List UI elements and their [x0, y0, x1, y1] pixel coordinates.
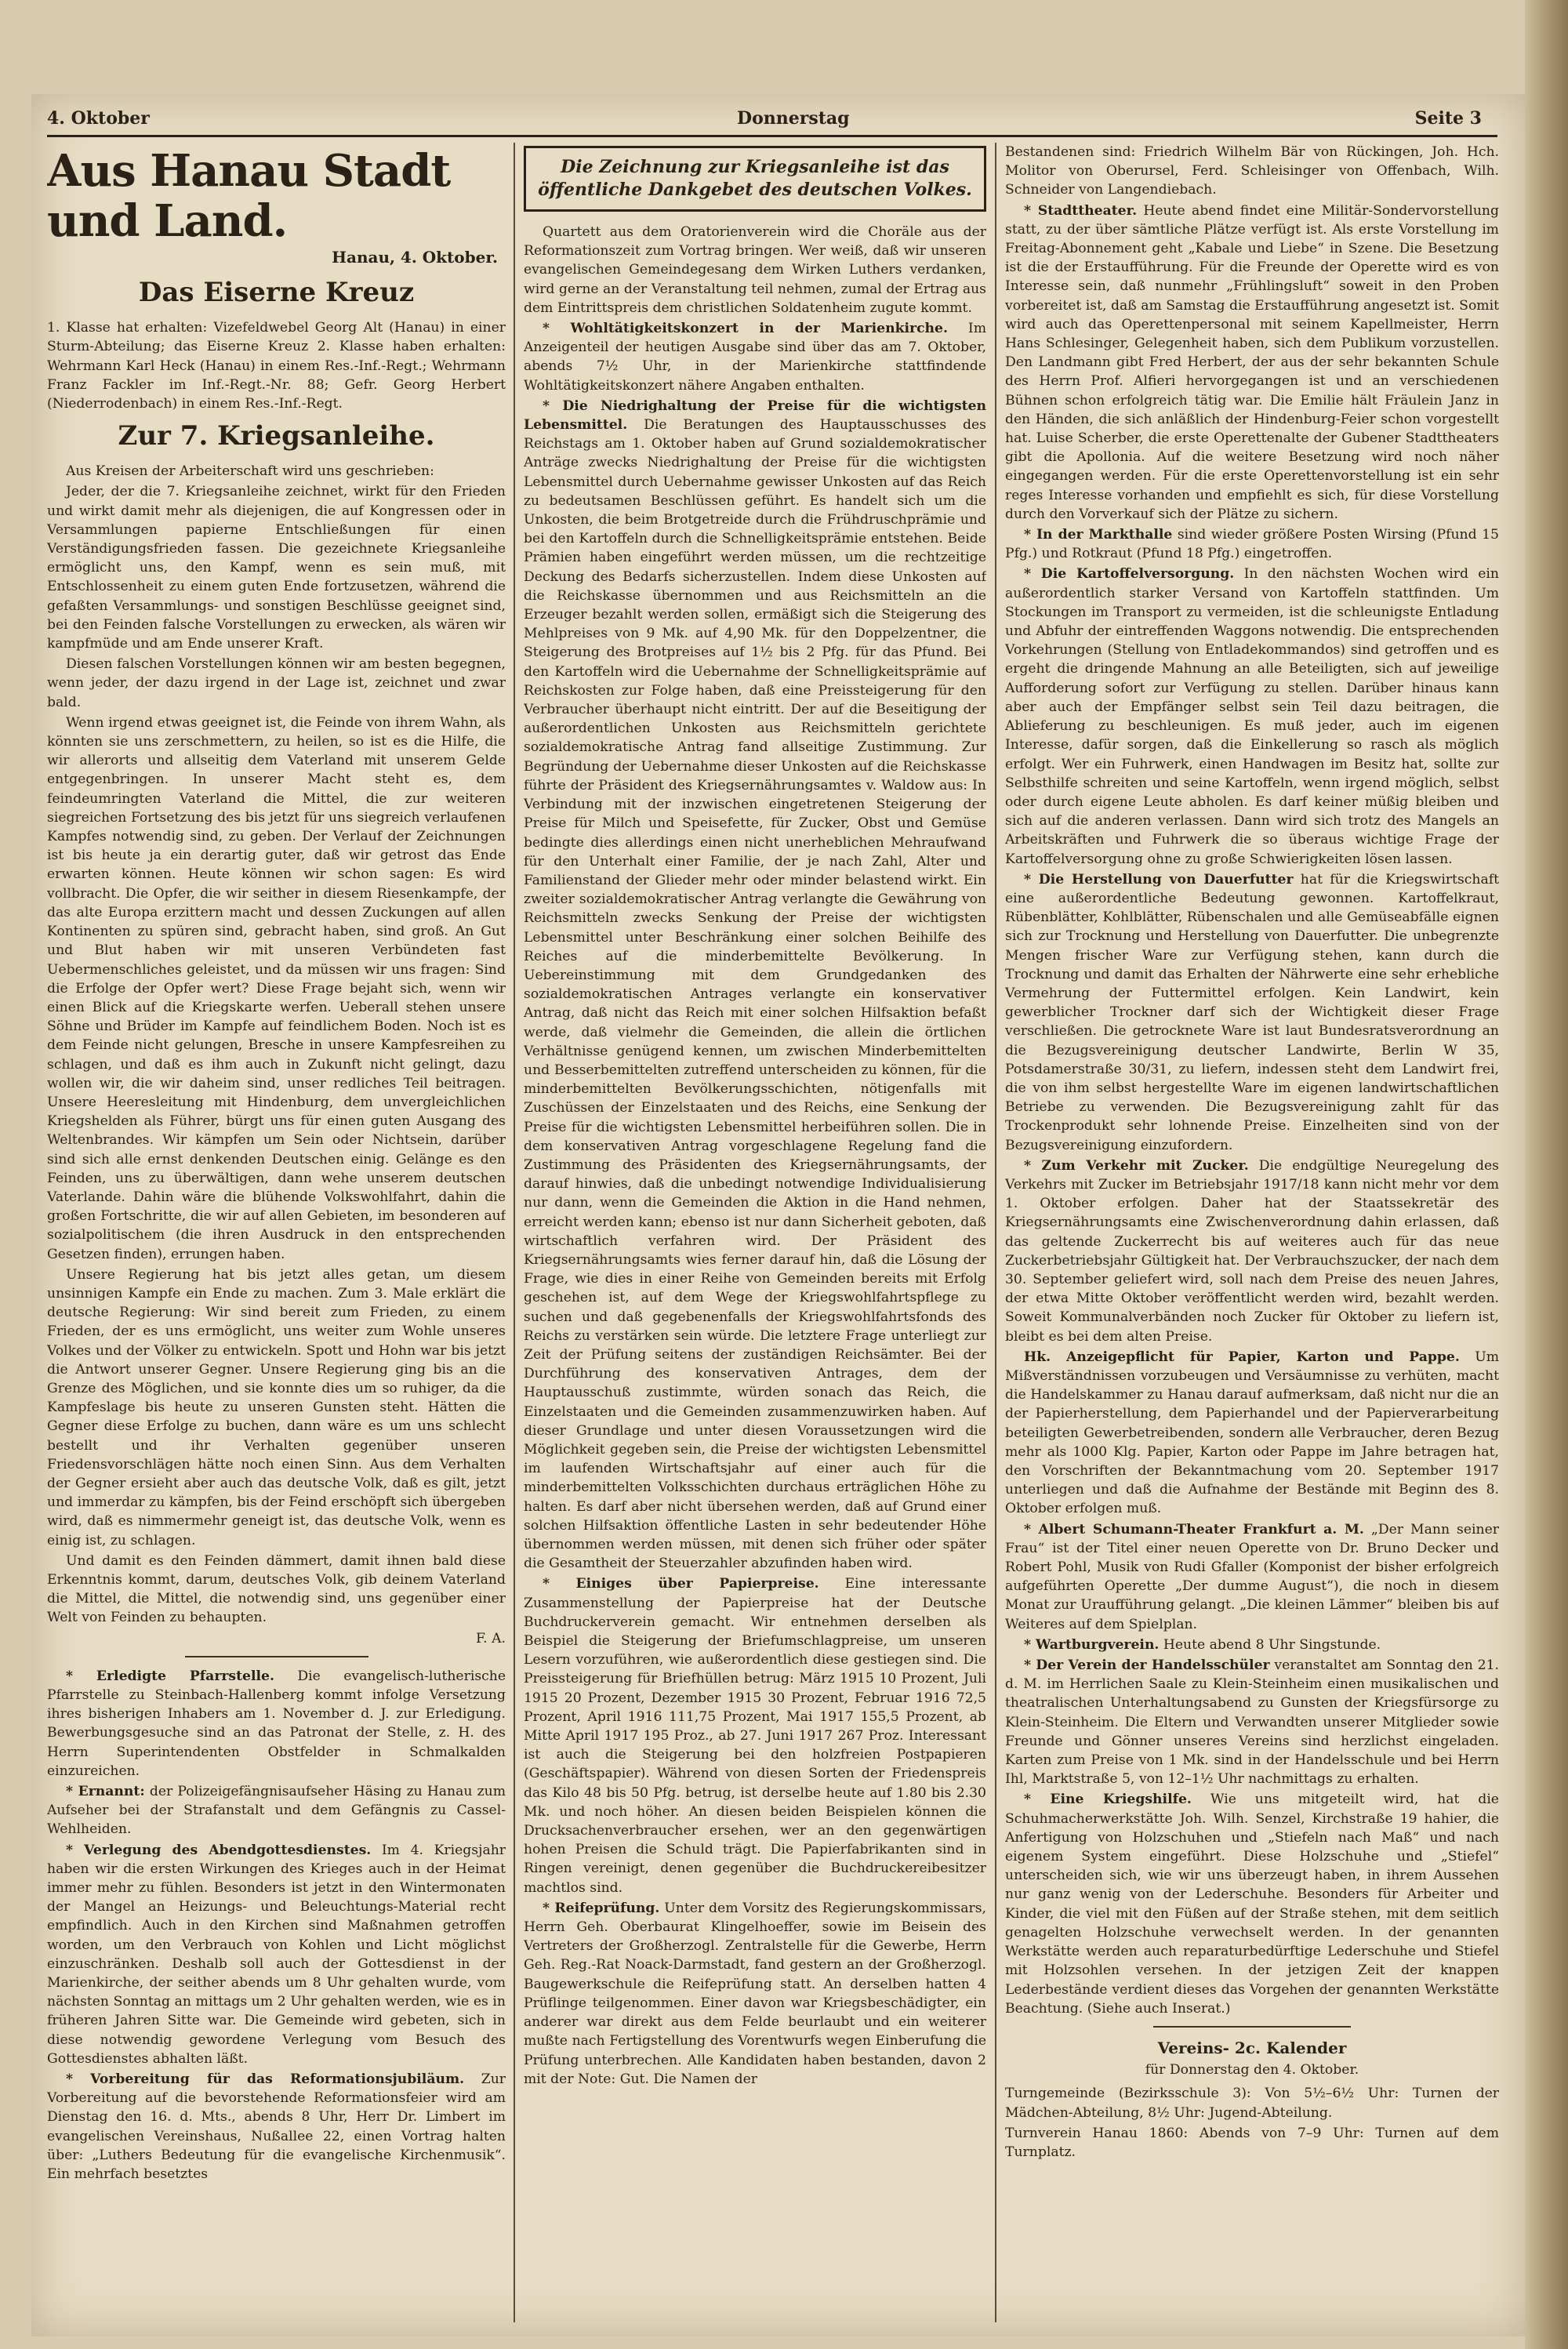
article-paragraph: Und damit es den Feinden dämmert, damit ihnen bald diese Erkenntnis kommt, darum, deutsches Volk, gib deinem Vaterland die Mittel, die Mittel, die notwendig sind, uns gegenüber einer Welt von Feinden zu behaupten. [47, 1552, 506, 1626]
news-item-text: Wie uns mitgeteilt wird, hat die Schuhmacherwerkstätte Joh. Wilh. Senzel, Kirchstraße 19 hahier, die Anfertigung von Holzschuhen und „Stiefeln nach Maß“ und nach eigenem System eingeführt. Diese Holzschuhe und „Stiefel“ unterscheiden sich, wie wir uns überzeugt haben, in ihrem Aussehen nur ganz wenig von der Lederschuhe. Besonders für Arbeiter und Kinder, die viel mit den Füßen auf der Straße stehen, mit dem seitlich genagelten Holzschuhe verwechselt werden. In der genannten Werkstätte werden auch reparaturbedürftige Lederschuhe und Stiefel mit Holzsohlen versehen. In der jetzigen Zeit der knappen Lederbestände verdient dieses das Vorgehen der genannten Werkstätte Beachtung. (Siehe auch Inserat.) [1005, 1792, 1499, 2017]
news-item-title: * In der Markthalle [1024, 527, 1173, 543]
news-item-text: Heute abend findet eine Militär-Sondervorstellung statt, zu der über sämtliche Plätze verfügt ist. Als erste Vorstellung im Freitag-Abonnement geht „Kabale und Liebe“ in Szene. Die Besetzung ist die der Erstaufführung. Für die Freunde der Operette wird es von Interesse sein, daß nunmehr „Frühlingsluft“ soweit in den Proben vorbereitet ist, daß am Samstag die Erstaufführung angesetzt ist. Somit wird auch das Operettenpersonal mit seinem Kapellmeister, Herrn Hans Schlesinger, Gelegenheit haben, sich dem Publikum vorzustellen. Den Landmann gibt Fred Herbert, der aus der sehr bekannten Schule des Herrn Prof. Alfieri hervorgegangen ist und an verschiedenen Bühnen schon erfolgreich tätig war. Die Emilie hält Fräulein Janz in den Händen, die sich anläßlich der Hindenburg-Feier schon vorgestellt hat. Luise Scherber, die erste Operettenalte der Gubener Stadttheaters gibt die Apollonia. Auf die weitere Besetzung wird noch näher eingegangen werden. Für die erste Operettenvorstellung ist ein sehr reges Interesse vorhanden und empfiehlt es sich, für diese Vorstellung durch den Vorverkauf sich der Plätze zu sichern. [1005, 202, 1499, 522]
news-item-text: Eine interessante Zusammenstellung der Papierpreise hat der Deutsche Buchdruckerverein gemacht. Wir entnehmen derselben als Beispiel die Steigerung der Briefumschlagpreise, um unseren Lesern vorzuführen, wie außerordentlich diese gestiegen sind. Die Preissteigerung für Briefhüllen betrug: März 1915 10 Prozent, Juli 1915 20 Prozent, Dezember 1915 30 Prozent, Februar 1916 72,5 Prozent, April 1916 111,75 Prozent, Mai 1917 155,5 Prozent, ab Mitte April 1917 195 Proz., ab 27. Juni 1917 267 Proz. Interessant ist auch die Steigerung bei den holzfreien Postpapieren (Geschäftspapier). Während von diesen Sorten der Friedenspreis das Kilo 48 bis 50 Pfg. betrug, ist derselbe heute auf 1.80 bis 2.30 Mk. und noch höher. An diesen beiden Beispielen können die Drucksachenverbraucher ersehen, wer an den gegenwärtigen hohen Preisen die Schuld trägt. Die Papierfabrikanten sind in Ringen vereinigt, denen gegenüber die Buchdruckereibesitzer machtlos sind. [524, 1576, 986, 1896]
news-item [524, 1899, 986, 2089]
news-item [1005, 870, 1499, 1155]
news-item [47, 1782, 506, 1839]
column-3 [1005, 143, 1499, 2322]
news-item-text: Zur Vorbereitung auf die bevorstehende Reformationsfeier wird am Dienstag den 16. d. Mts., abends 8 Uhr, Herr Dr. Limbert im evangelischen Vereinshaus, Nußallee 22, einen Vortrag halten über: „Luthers Bedeutung für die evangelische Kirchenmusik“. Ein mehrfach besetztes [47, 2071, 506, 2183]
news-item-text: Die endgültige Neuregelung des Verkehrs mit Zucker im Betriebsjahr 1917/18 kann nicht mehr vor dem 1. Oktober erfolgen. Daher hat der Staatssekretär des Kriegsernährungsamts eine Zwischenverordnung dahin erlassen, daß das geltende Zuckerrecht bis auf weiteres auch für das neue Zuckerbetriebsjahr Gültigkeit hat. Der Verbrauchszucker, der nach dem 30. September geliefert wird, soll nach dem Preise des neuen Jahres, der etwa Mitte Oktober veröffentlicht werden wird, bezahlt werden. Soweit Kommunalverbänden noch Zucker für Oktober zu liefern ist, bleibt es bei dem alten Preise. [1005, 1157, 1499, 1345]
news-item-text: Im Anzeigenteil der heutigen Ausgabe sind über das am 7. Oktober, abends 7½ Uhr, in der Marienkirche stattfindende Wohltätigkeitskonzert nähere Angaben enthalten. [524, 321, 986, 394]
news-item-text: Die Beratungen des Hauptausschusses des Reichstags am 1. Oktober haben auf Grund sozialdemokratischer Anträge zwecks Niedrighaltung der Preise für die wichtigsten Lebensmittel durch Uebernahme gewisser Unkosten auf das Reich zu bedeutsamen Beschlüssen geführt. Es handelt sich um die Unkosten, die beim Brotgetreide durch die Frühdruschprämie und bei den Kartoffeln durch die Schnelligkeitsprämie entstehen. Beide Prämien haben eingeführt werden müssen, um die rechtzeitige Deckung des Bedarfs sicherzustellen. Indem diese Unkosten auf die Reichskasse übernommen und aus Reichsmitteln an die Erzeuger bezahlt werden sollen, ermäßigt sich die Steigerung des Mehlpreises von 9 Mk. auf 4,90 Mk. für den Doppelzentner, die Steigerung des Brotpreises auf 1½ bis 2 Pfg. für das Pfund. Bei den Kartoffeln wird die Uebernahme der Schnelligkeitsprämie auf Reichskosten zur Folge haben, daß eine Preissteigerung für den Verbraucher überhaupt nicht eintritt. Der auf die Beseitigung der außerordentlichen Unkosten aus Reichsmitteln gerichtete sozialdemokratische Antrag fand allseitige Zustimmung. Zur Begründung der Uebernahme dieser Unkosten auf die Reichskasse führte der Präsident des Kriegsernährungsamtes v. Waldow aus: In Verbindung mit der inzwischen eingetretenen Steigerung der Preise für Milch und Speisefette, für Zucker, Obst und Gemüse bedingte dies allerdings einen nicht unerheblichen Mehraufwand für den Unterhalt einer Familie, der je nach Zahl, Alter und Familienstand der Glieder mehr oder minder belastend wirkt. Ein zweiter sozialdemokratischer Antrag verlangte die Gewährung von Reichsmitteln zwecks Senkung der Preise der wichtigsten Lebensmittel unter Beschränkung einer solchen Beihilfe des Reiches auf die minderbemittelte Bevölkerung. In Uebereinstimmung mit dem Grundgedanken des sozialdemokratischen Antrages verlangte ein konservativer Antrag, daß nicht das Reich mit einer solchen Hilfsaktion befaßt werde, daß vielmehr die Gemeinden, die allein die örtlichen Verhältnisse genügend kennen, um zwischen Minderbemittelten und Besserbemittelten zutreffend unterscheiden zu können, für die minderbemittelten Bevölkerungsschichten, nötigenfalls mit Zuschüssen der Einzelstaaten und des Reichs, eine Senkung der Preise für die wichtigsten Lebensmittel herbeiführen sollen. Die in dem konservativen Antrag vorgeschlagene Regelung fand die Zustimmung des Präsidenten des Kriegsernährungsamts, der darauf hinwies, daß die unbedingt notwendige Individualisierung nur dann, wenn die Gemeinden die Aktion in die Hand nehmen, erreicht werden kann; ebenso ist nur dann Sicherheit geboten, daß wirtschaftlich verfahren wird. Der Präsident des Kriegsernährungsamts wies ferner darauf hin, daß die Lösung der Frage, wie dies in einer Reihe von Gemeinden bereits mit Erfolg geschehen ist, auf dem Wege der Kriegswohlfahrtspflege zu suchen und daß gegebenenfalls der Kriegswohlfahrtsfonds des Reichs zu verstärken sein würde. Die letztere Frage unterliegt zur Zeit der Prüfung seitens der zuständigen Reichsämter. Bei der Durchführung des konservativen Antrages, dem der Hauptausschuß zustimmte, würden sonach das Reich, die Einzelstaaten und die Gemeinden zusammenzuwirken haben. Auf dieser Grundlage und unter diesen Voraussetzungen wird die Möglichkeit gegeben sein, die Preise der wichtigsten Lebensmittel im laufenden Wirtschaftsjahr auf einer auch für die minderbemittelten Volksschichten durchaus erträglichen Höhe zu halten. Es darf aber nicht übersehen werden, daß auf Grund einer solchen Hilfsaktion öffentliche Lasten in sehr bedeutender Höhe übernommen werden müssen, mit denen sich früher oder später die Gesamtheit der Steuerzahler abzufinden haben wird. [524, 417, 986, 1572]
news-item-title: * Wohltätigkeitskonzert in der Marienkirche. [543, 321, 948, 337]
column-divider [995, 143, 996, 2322]
calendar-entry: Turngemeinde (Bezirksschule 3): Von 5½–6½ Uhr: Turnen der Mädchen-Abteilung, 8½ Uhr: Jugend-Abteilung. [1005, 2086, 1499, 2121]
news-item-text: Um Mißverständnissen vorzubeugen und Versäumnisse zu verhüten, macht die Handelskammer zu Hanau darauf aufmerksam, daß nicht nur die an der Papierherstellung, dem Papierhandel und der Papierverarbeitung beteiligten Gewerbetreibenden, sondern alle Verbraucher, deren Bezug mehr als 1000 Klg. Papier, Karton oder Pappe im Jahre betragen hat, den Vorschriften der Bekanntmachung vom 20. September 1917 unterliegen und daß die Aufnahme der Bestände mit Beginn des 8. Oktober erfolgen muß. [1005, 1349, 1499, 1517]
news-item-title: * Ernannt: [66, 1784, 145, 1800]
news-item-title: * Eine Kriegshilfe. [1024, 1792, 1192, 1808]
news-item [524, 1574, 986, 1897]
news-item [1005, 1348, 1499, 1519]
column-2 [524, 143, 986, 2322]
separator-rule [1153, 2026, 1351, 2028]
news-item [47, 1667, 506, 1781]
news-item [1005, 525, 1499, 563]
news-item [1005, 1636, 1499, 1654]
news-item-title: * Die Niedrighaltung der Preise für die wichtigsten Lebensmittel. [524, 398, 986, 434]
running-head [47, 108, 1497, 132]
news-item-title: * Einiges über Papierpreise. [543, 1576, 819, 1592]
dateline: Hanau, 4. Oktober. [332, 248, 498, 267]
news-item-title: * Erledigte Pfarrstelle. [66, 1668, 274, 1684]
news-item-text: In den nächsten Wochen wird ein außerordentlich starker Versand von Kartoffeln stattfinden. Um Stockungen im Transport zu vermeiden, ist die schleunigste Entladung und Abfuhr der eintreffenden Waggons notwendig. Die entsprechenden Vorkehrungen (Stellung von Entladekommandos) sind getroffen und es ergeht die dringende Mahnung an alle Beteiligten, sich auf jeweilige Aufforderung sofort zur Verfügung zu stellen. Darüber hinaus kann aber auch der Empfänger selbst sein Teil dazu beitragen, die Ablieferung zu beschleunigen. Es muß jeder, auch im eigenen Interesse, dafür sorgen, daß die Einkellerung so rasch als möglich erfolgt. Wer ein Fuhrwerk, einen Handwagen im Besitz hat, sollte zur Selbsthilfe schreiten und seine Kartoffeln, wenn irgend möglich, selbst oder durch eigene Leute abholen. Es darf keiner müßig bleiben und sich auf die anderen verlassen. Dann wird sich trotz des Mangels an Arbeitskräften und Fuhrwerk die so überaus wichtige Frage der Kartoffelversorgung ohne zu große Schwierigkeiten lösen lassen. [1005, 566, 1499, 867]
running-head-weekday: Donnerstag [737, 108, 850, 129]
running-head-date: 4. Oktober [47, 108, 150, 129]
article-title-kriegsanleihe: Zur 7. Kriegsanleihe. [118, 420, 435, 452]
news-item [47, 2070, 506, 2184]
news-item-text: sind wieder größere Posten Wirsing (Pfund 15 Pfg.) und Rotkraut (Pfund 18 Pfg.) eingetroffen. [1005, 527, 1499, 562]
news-item-title: * Wartburgverein. [1024, 1636, 1160, 1653]
article-paragraph: Jeder, der die 7. Kriegsanleihe zeichnet, wirkt für den Frieden und wirkt damit mehr als diejenigen, die auf Kongressen oder in Versammlungen papierne Entschließungen für einen Verständigungsfrieden fassen. Die gezeichnete Kriegsanleihe ermöglicht uns, den Kampf, wenn es sein muß, mit Entschlossenheit zu einem guten Ende fortzusetzen, während die gefaßten Versammlungs- und sonstigen Beschlüsse geeignet sind, bei den Feinden falsche Vorstellungen zu erwecken, als wären wir kampfmüde und am Ende unserer Kraft. [47, 484, 506, 652]
article-title-eisernes-kreuz: Das Eiserne Kreuz [138, 277, 415, 309]
article-paragraph: Diesen falschen Vorstellungen können wir am besten begegnen, wenn jeder, der dazu irgend in der Lage ist, zeichnet und zwar bald. [47, 656, 506, 710]
news-item [1005, 1790, 1499, 2017]
news-item-text: hat für die Kriegswirtschaft eine außerordentliche Bedeutung gewonnen. Kartoffelkraut, Rübenblätter, Kohlblätter, Rübenschalen und alle Gemüseabfälle eignen sich zur Trocknung und Herstellung von Dauerfutter. Die unbegrenzte Mengen frischer Ware zur Verfügung stehen, kann durch die Trocknung und damit das Erhalten der Nährwerte eine sehr erhebliche Vermehrung der Futtermittel erfolgen. Kein Landwirt, kein gewerblicher Trockner darf sich der Wichtigkeit dieser Frage verschließen. Die getrocknete Ware ist laut Bundesratsverordnung an die Bezugsvereinigung deutscher Landwirte, Berlin W 35, Potsdamerstraße 30/31, zu liefern, indessen steht dem Landwirt frei, die von ihm selbst hergestellte Ware im eigenen landwirtschaftlichen Betriebe zu verwenden. Die Bezugsvereinigung zahlt für das Trockenprodukt sehr lohnende Preise. Einzelheiten sind von der Bezugsvereinigung einzufordern. [1005, 871, 1499, 1153]
news-item-title: * Der Verein der Handelsschüler [1024, 1657, 1270, 1674]
running-head-page-number: Seite 3 [1414, 108, 1482, 129]
article-body-eisernes-kreuz: 1. Klasse hat erhalten: Vizefeldwebel Georg Alt (Hanau) in einer Sturm-Abteilung; das Eiserne Kreuz 2. Klasse haben erhalten: Wehrmann Karl Heck (Hanau) in einem Res.-Inf.-Regt.; Wehrmann Franz Fackler im Inf.-Regt.-Nr. 88; Gefr. Georg Herbert (Niederrodenbach) in einem Res.-Inf.-Regt. [47, 320, 506, 412]
news-item-continued: Bestandenen sind: Friedrich Wilhelm Bär von Rückingen, Joh. Hch. Molitor von Oberursel, Ferd. Schleisinger von Offenbach, Wilh. Schneider von Langendiebach. [1005, 144, 1499, 198]
news-item-title: * Reifeprüfung. [543, 1900, 660, 1916]
news-item-text: Die evangelisch-lutherische Pfarrstelle zu Steinbach-Hallenberg kommt infolge Versetzung ihres bisherigen Inhabers am 1. November d. J. zur Erledigung. Bewerbungsgesuche sind an das Patronat der Stelle, z. H. des Herrn Superintendenten Obstfelder in Schmalkalden einzureichen. [47, 1668, 506, 1779]
news-item [47, 1841, 506, 2068]
news-item-title: * Albert Schumann-Theater Frankfurt a. M. [1024, 1521, 1364, 1538]
page-binding-edge [1525, 0, 1568, 2349]
calendar-entry: Turnverein Hanau 1860: Abends von 7–9 Uhr: Turnen auf dem Turnplatz. [1005, 2125, 1499, 2160]
news-item-title: * Stadttheater. [1024, 202, 1138, 219]
header-rule [47, 135, 1497, 137]
news-item [1005, 201, 1499, 524]
separator-rule [185, 1656, 368, 1657]
news-item-title: * Die Kartoffelversorgung. [1024, 566, 1235, 583]
news-item [524, 319, 986, 395]
news-item-text: der Polizeigefängnisaufseher Häsing zu Hanau zum Aufseher bei der Strafanstalt und dem Gefängnis zu Cassel-Wehlheiden. [47, 1784, 506, 1838]
news-item-text: Im 4. Kriegsjahr haben wir die ersten Wirkungen des Krieges auch in der Heimat immer mehr zu fühlen. Besonders ist jetzt in den Wintermonaten der Mangel an Heizungs- und Beleuchtungs-Material recht empfindlich. Auch in den Kirchen sind Maßnahmen getroffen worden, um den Verbrauch von Kohlen und Licht möglichst einzuschränken. Deshalb soll auch der Gottesdienst in der Marienkirche, der seither abends um 8 Uhr gehalten wurde, vom nächsten Sonntag an mittags um 2 Uhr gehalten werden, wie es in früheren Jahren Sitte war. Die Gemeinde wird gebeten, sich in diese notwendig gewordene Verlegung vom Besuch des Gottesdienstes abhalten läßt. [47, 1842, 506, 2067]
news-item-title: Hk. Anzeigepflicht für Papier, Karton und Pappe. [1024, 1349, 1460, 1365]
news-item [1005, 1656, 1499, 1788]
article-paragraph: Unsere Regierung hat bis jetzt alles getan, um diesem unsinnigen Kampfe ein Ende zu machen. Zum 3. Male erklärt die deutsche Regierung: Wir sind bereit zum Frieden, zu einem Frieden, der es uns ermöglicht, uns weiter zum Wohle unseres Volkes und der Völker zu entwickeln. Spott und Hohn war bis jetzt die Antwort unserer Gegner. Unsere Regierung ging bis an die Grenze des Möglichen, und sie konnte dies um so ruhiger, da die Kampfeslage bis heute zu unseren Gunsten steht. Hätten die Gegner diese Erfolge zu buchen, dann wäre es um uns schlecht bestellt und ihr Verhalten gegenüber unseren Friedensvorschlägen hätte noch einen Sinn. Aus dem Verhalten der Gegner ersieht aber auch das deutsche Volk, daß es gilt, jetzt und immerdar zu kämpfen, bis der Feind erschöpft sich übergeben wird, daß es nimmermehr geneigt ist, das deutsche Volk, wenn es einig ist, zu schlagen. [47, 1266, 506, 1548]
news-item [1005, 1156, 1499, 1346]
section-masthead: Aus Hanau Stadt und Land. [47, 145, 451, 247]
news-item-text: „Der Mann seiner Frau“ ist der Titel einer neuen Operette von Dr. Bruno Decker und Robert Pohl, Musik von Rudi Gfaller (Komponist der bisher erfolgreich aufgeführten Operette „Der dumme August“), die noch in diesem Monat zur Uraufführung gelangt. „Die kleinen Lämmer“ bleiben bis auf Weiteres auf dem Spielplan. [1005, 1521, 1499, 1632]
column-divider [514, 143, 515, 2322]
article-signature: F. A. [475, 1630, 506, 1646]
calendar-subtitle: für Donnerstag den 4. Oktober. [1145, 2062, 1359, 2079]
news-item [1005, 1520, 1499, 1634]
news-item-continued: Quartett aus dem Oratorienverein wird die Choräle aus der Reformationszeit zum Vortrag bringen. Wer weiß, daß wir unseren evangelischen Gemeindegesang dem Wirken Luthers verdanken, wird gerne an der Veranstaltung teil nehmen, zumal der Ertrag aus dem Eintrittspreis dem christlichen Soldatenheim zugute kommt. [524, 224, 986, 316]
news-item-title: * Die Herstellung von Dauerfutter [1024, 871, 1294, 888]
news-item-title: * Zum Verkehr mit Zucker. [1024, 1157, 1249, 1174]
article-paragraph: Wenn irgend etwas geeignet ist, die Feinde von ihrem Wahn, als könnten sie uns zerschmettern, zu heilen, so ist es die Hilfe, die wir allerorts und allseitig dem Vaterland mit unserem Gelde entgegenbringen. In unserer Macht steht es, dem feindeumringten Vaterland die Mittel, die zur weiteren siegreichen Fortsetzung des bis jetzt für uns siegreich verlaufenen Kampfes notwendig sind, zu geben. Der Verlauf der Zeichnungen ist bis heute ja ein derartig guter, daß wir getrost das Ende erwarten können. Heute können wir schon sagen: Es wird vollbracht. Die Opfer, die wir seither in diesem Riesenkampfe, der das alte Europa erzittern macht und dessen Zuckungen auf allen Kontinenten zu spüren sind, gebracht haben, sind groß. An Gut und Blut haben wir mit unseren Verbündeten fast Uebermenschliches geleistet, und da müssen wir uns fragen: Sind die Erfolge der Opfer wert? Diese Frage bejaht sich, wenn wir einen Blick auf die Kriegskarte werfen. Ueberall stehen unsere Söhne und Brüder im Kampfe auf feindlichem Boden. Noch ist es dem Feinde nicht gelungen, Bresche in unsere Kampfesreihen zu schlagen, und daß es ihm auch in Zukunft nicht gelingt, dazu wollen wir, die wir daheim sind, unser redliches Teil beitragen. Unsere Heeresleitung mit Hindenburg, dem unvergleichlichen Kriegshelden als Führer, bürgt uns für einen guten Ausgang des Weltenbrandes. Wir kämpfen um Sein oder Nichtsein, darüber sind sich alle ernst denkenden Deutschen einig. Gelänge es den Feinden, uns zu überwältigen, dann wehe unserem deutschen Vaterlande. Dahin wäre die blühende Volkswohlfahrt, dahin die großen Fortschritte, die wir auf allen Gebieten, im besonderen auf sozialpolitischem (die ihren Ausdruck in den entsprechenden Gesetzen finden), errungen haben. [47, 714, 506, 1262]
news-item [524, 397, 986, 1574]
calendar-title: Vereins- 2c. Kalender [1157, 2038, 1347, 2057]
news-item [1005, 565, 1499, 868]
news-item-title: * Verlegung des Abendgottesdienstes. [66, 1842, 372, 1858]
news-item-text: Heute abend 8 Uhr Singstunde. [1163, 1636, 1381, 1653]
news-item-text: Unter dem Vorsitz des Regierungskommissars, Herrn Geh. Oberbaurat Klingelhoeffer, sowie im Beisein des Vertreters der Großherzogl. Zentralstelle für die Gewerbe, Herrn Geh. Reg.-Rat Noack-Darmstadt, fand gestern an der Großherzogl. Baugewerkschule die Reifeprüfung statt. An derselben hatten 4 Prüflinge teilgenommen. Einer davon war Kriegsbeschädigter, ein anderer war direkt aus dem Felde beurlaubt und ein weiterer mußte nach Fertigstellung des Vorentwurfs wegen Einberufung die Prüfung unterbrechen. Alle Kandidaten haben bestanden, davon 2 mit der Note: Gut. Die Namen der [524, 1900, 986, 2087]
news-item-title: * Vorbereitung für das Reformationsjubiläum. [66, 2071, 465, 2088]
news-item-text: veranstaltet am Sonntag den 21. d. M. im Herrlichen Saale zu Klein-Steinheim einen musikalischen und theatralischen Unterhaltungsabend zu Gunsten der Kriegsfürsorge zu Klein-Steinheim. Die Eltern und Verwandten unserer Mitglieder sowie Freunde und Gönner unseres Vereins sind herzlichst eingeladen. Karten zum Preise von 1 Mk. sind in der Handelsschule und bei Herrn Ihl, Marktstraße 5, von 12–1½ Uhr nachmittags zu erhalten. [1005, 1657, 1499, 1788]
article-intro-kriegsanleihe: Aus Kreisen der Arbeiterschaft wird uns geschrieben: [66, 463, 434, 480]
column-1 [47, 143, 506, 2322]
boxed-notice: Die Zeichnung zur Kriegsanleihe ist das öffentliche Dankgebet des deutschen Volkes. [524, 146, 986, 212]
